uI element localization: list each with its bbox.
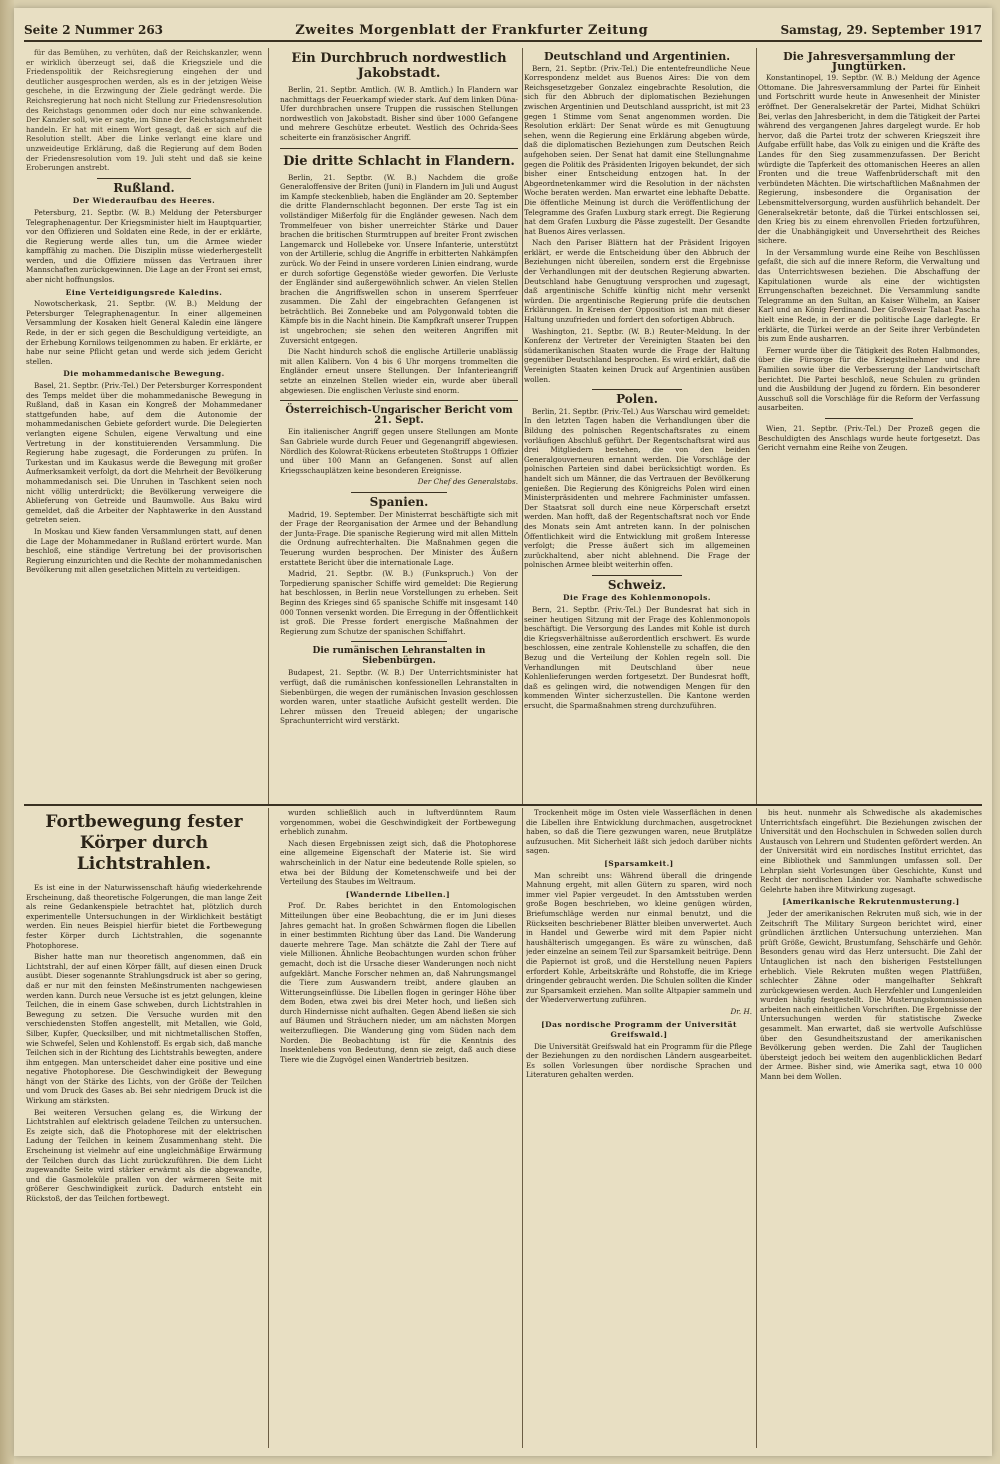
divider	[825, 418, 914, 419]
feuilleton-column-2	[280, 808, 516, 1448]
article-text: Trockenheit möge im Osten viele Wasserflächen in denen die Libellen ihre Entwicklung durchmachen, ausgetrocknet haben, so daß die Tiere gezwungen waren, neue Brutplätze aufzusuchen. Mit Sicherheit läßt sich jedoch darüber nichts sagen.	[526, 808, 752, 856]
newspaper-page	[14, 8, 992, 1456]
article-text: Man schreibt uns: Während überall die dringende Mahnung ergeht, mit allen Gütern zu sparen, wird noch immer viel Papier vergeudet. In den Amtsstuben werden große Bogen beschrieben, wo kleine genügen würden, Briefumschläge werden nur einmal benutzt, und die Rückseiten beschriebener Blätter bleiben unverwertet. Auch in Handel und Gewerbe wird mit dem Papier nicht haushälterisch umgegangen. Es wäre zu wünschen, daß jeder einzelne an seinem Teil zur Sparsamkeit beitrüge. Denn die Papiernot ist groß, und die Herstellung neuen Papiers erfordert Kohle, Arbeitskräfte und Rohstoffe, die im Kriege dringender gebraucht werden. Die Schulen sollten die Kinder zur Sparsamkeit erziehen. Man sollte Altpapier sammeln und der Wiederverwertung zuführen.	[526, 870, 752, 1005]
upper-columns	[24, 48, 982, 804]
divider	[280, 148, 518, 149]
article-text: Konstantinopel, 19. Septbr. (W. B.) Meldung der Agence Ottomane. Die Jahresversammlung der Partei für Einheit und Fortschritt wurde heute in Anwesenheit der Minister eröffnet. Der Generalsekretär der Partei, Midhat Schükri Bei, verlas den Jahresbericht, in dem die Tätigkeit der Partei während des vergangenen Jahres dargelegt wurde. Er hob hervor, daß die Partei trotz der schweren Kriegszeit ihre Aufgabe erfüllt habe, das Volk zu einigen und die Kräfte des Landes für den Sieg zusammenzufassen. Der Bericht würdigte die Tapferkeit des ottomanischen Heeres an allen Fronten und die treue Waffenbrüderschaft mit den verbündeten Mächten. Die wirtschaftlichen Maßnahmen der Regierung, insbesondere die Organisation der Lebensmittelversorgung, wurden ausführlich behandelt. Der Generalsekretär betonte, daß die Türkei entschlossen sei, den Krieg bis zu einem ehrenvollen Frieden fortzuführen, der die Unabhängigkeit und Unversehrtheit des Reiches sichere.	[758, 73, 980, 246]
article-text: Berlin, 21. Septbr. (Priv.-Tel.) Aus Warschau wird gemeldet: In den letzten Tagen haben die Verhandlungen über die Bildung des polnischen Regentschaftsrates zu einem vorläufigen Abschluß geführt. Der Regentschaftsrat wird aus drei Mitgliedern bestehen, die von den beiden Generalgouverneuren ernannt werden. Die Vorschläge der polnischen Parteien sind dabei berücksichtigt worden. Es handelt sich um Männer, die das Vertrauen der Bevölkerung genießen. Die Regierung des Königreichs Polen wird einen Ministerpräsidenten und mehrere Fachminister umfassen. Der Staatsrat soll durch eine neue Körperschaft ersetzt werden. Man hofft, daß der Regentschaftsrat noch vor Ende des Monats sein Amt antreten kann. In der polnischen Öffentlichkeit wird die Entwicklung mit großem Interesse verfolgt; die Presse äußert sich im allgemeinen zurückhaltend, aber nicht ablehnend. Die Frage der polnischen Armee bleibt weiterhin offen.	[524, 406, 750, 570]
column-2	[280, 48, 518, 804]
headline-flanders: Die dritte Schlacht in Flandern.	[283, 153, 515, 169]
feuilleton-title: Fortbewegung fester Körper durch Lichtstrahlen.	[45, 812, 243, 874]
headline-austria-report: Österreichisch-Ungarischer Bericht vom 21. Sept.	[285, 405, 513, 426]
column-rule	[756, 808, 757, 1448]
article-text: Nach den Pariser Blättern hat der Präsident Irigoyen erklärt, er werde die Entscheidung über den Abbruch der Beziehungen nicht übereilen, sondern erst die Ergebnisse der Verhandlungen mit der deutschen Regierung abwarten. Deutschland habe Genugtuung versprochen und zugesagt, daß argentinische Schiffe künftig nicht mehr versenkt würden. Die argentinische Regierung prüfe die deutschen Erklärungen. In Kreisen der Opposition ist man mit dieser Haltung unzufrieden und fordert den sofortigen Abbruch.	[524, 238, 750, 325]
article-text: Berlin, 21. Septbr. Amtlich. (W. B. Amtlich.) In Flandern war nachmittags der Feuerkampf wieder stark. Auf dem linken Düna-Ufer durchbrachen unsere Truppen die russischen Stellungen nordwestlich von Jakobstadt. Bisher sind über 1000 Gefangene und mehrere Geschütze erbeutet. Westlich des Ochrida-Sees scheiterte ein französischer Angriff.	[280, 85, 518, 142]
article-text: In der Versammlung wurde eine Reihe von Beschlüssen gefaßt, die sich auf die innere Reform, die Verwaltung und das Unterrichtswesen beziehen. Die Abschaffung der Kapitulationen wurde als eine der wichtigsten Errungenschaften bezeichnet. Die Versammlung sandte Telegramme an den Sultan, an Kaiser Wilhelm, an Kaiser Karl und an König Ferdinand. Der Großwesir Talaat Pascha hielt eine Rede, in der er die politische Lage darlegte. Er erklärte, die Türkei werde an der Seite ihrer Verbündeten bis zum Ende ausharren.	[758, 247, 980, 344]
subheading: Eine Verteidigungsrede Kaledins.	[65, 287, 223, 297]
feuilleton-rule	[24, 804, 982, 806]
divider	[97, 178, 191, 179]
headline-argentina: Deutschland und Argentinien.	[543, 50, 731, 63]
article-text: Basel, 21. Septbr. (Priv.-Tel.) Der Petersburger Korrespondent des Temps meldet über die mohammedanische Bewegung in Rußland, daß in Kasan ein Kongreß der Mohammedaner stattgefunden habe, auf dem die Autonomie der mohammedanischen Gebiete gefordert wurde. Die Delegierten verlangten eigene Schulen, eigene Verwaltung und eine Vertretung in der konstituierenden Versammlung. Die Regierung habe zugesagt, die Forderungen zu prüfen. In Turkestan und im Kaukasus werde die Bewegung mit großer Aufmerksamkeit verfolgt, da dort die Mehrheit der Bevölkerung mohammedanisch sei. Die Unruhen in Taschkent seien noch nicht völlig unterdrückt; die Bevölkerung verweigere die Ablieferung von Getreide und Baumwolle. Aus Baku wird gemeldet, daß die Arbeiter der Naphtawerke in den Ausstand getreten seien.	[26, 381, 262, 525]
article-text: Budapest, 21. Septbr. (W. B.) Der Unterrichtsminister hat verfügt, daß die rumänischen konfessionellen Lehranstalten in Siebenbürgen, die wegen der rumänischen Invasion geschlossen worden waren, unter staatliche Aufsicht gestellt werden. Die Lehrer müssen den Treueid ablegen; der ungarische Sprachunterricht wird verstärkt.	[280, 668, 518, 726]
page-number: Seite 2 Nummer 263	[24, 23, 164, 37]
article-text: Bern, 21. Septbr. (Priv.-Tel.) Der Bundesrat hat sich in seiner heutigen Sitzung mit der Frage des Kohlenmonopols beschäftigt. Die Versorgung des Landes mit Kohle ist durch die Kriegsverhältnisse außerordentlich erschwert. Es wurde beschlossen, eine zentrale Kohlenstelle zu schaffen, die den Bezug und die Verteilung der Kohlen regeln soll. Die Verhandlungen mit Deutschland über neue Kohlenlieferungen werden fortgesetzt. Der Bundesrat hofft, daß es gelingen wird, die notwendigen Mengen für den kommenden Winter sicherzustellen. Die Kantone werden ersucht, die Sparmaßnahmen streng durchzuführen.	[524, 605, 750, 710]
article-text: Prof. Dr. Rabes berichtet in den Entomologischen Mitteilungen über eine Beobachtung, die er im Juni dieses Jahres gemacht hat. In großen Schwärmen flogen die Libellen in einer bestimmten Richtung über das Land. Die Wanderung dauerte mehrere Tage. Man schätzte die Zahl der Tiere auf viele Millionen. Ähnliche Beobachtungen wurden schon früher gemacht, doch ist die Ursache dieser Wanderungen noch nicht aufgeklärt. Manche Forscher nehmen an, daß Nahrungsmangel die Tiere zum Auswandern treibt, andere glauben an Witterungseinflüsse. Die Libellen flogen in geringer Höhe über dem Boden, etwa zwei bis drei Meter hoch, und ließen sich durch Hindernisse nicht aufhalten. Gegen Abend ließen sie sich auf Bäumen und Sträuchern nieder, um am nächsten Morgen weiterzufliegen. Die Wanderung ging vom Süden nach dem Norden. Die Beobachtung ist für die Kenntnis des Insektenlebens von Bedeutung, denn sie zeigt, daß auch diese Tiere wie die Zugvögel einen Wandertrieb besitzen.	[280, 901, 516, 1064]
subheading: Der Wiederaufbau des Heeres.	[72, 196, 216, 206]
article-text: In Moskau und Kiew fanden Versammlungen statt, auf denen die Lage der Mohammedaner in Rußland erörtert wurde. Man beschloß, eine ständige Vertretung bei der provisorischen Regierung einzurichten und die Rechte der mohammedanischen Bevölkerung mit allen gesetzlichen Mitteln zu verteidigen.	[26, 526, 262, 575]
issue-date: Samstag, 29. September 1917	[780, 23, 982, 37]
divider	[592, 575, 682, 576]
article-text: Nowotscherkask, 21. Septbr. (W. B.) Meldung der Petersburger Telegraphenagentur. In einer allgemeinen Versammlung der Kosaken hielt General Kaledin eine längere Rede, in der er sich gegen die Beschuldigung verteidigte, an der Erhebung Kornilows teilgenommen zu haben. Er erklärte, er habe nur seine Pflicht getan und werde sich jedem Gericht stellen.	[26, 299, 262, 366]
signature: Dr. H.	[730, 1006, 752, 1016]
column-rule	[268, 808, 269, 1448]
article-text: Wien, 21. Septbr. (Priv.-Tel.) Der Prozeß gegen die Beschuldigten des Anschlags wurde heute fortgesetzt. Das Gericht vernahm eine Reihe von Zeugen.	[758, 423, 980, 453]
article-text: wurden schließlich auch in luftverdünntem Raum vorgenommen, wobei die Geschwindigkeit der Fortbewegung erheblich zunahm.	[280, 808, 516, 837]
divider	[592, 389, 682, 390]
article-text: Madrid, 19. September. Der Ministerrat beschäftigte sich mit der Frage der Reorganisation der Armee und der Behandlung der Junta-Frage. Die spanische Regierung wird mit allen Mitteln die Ordnung aufrechterhalten. Die Maßnahmen gegen die Teuerung wurden besprochen. Der Minister des Äußern erstattete Bericht über die internationale Lage.	[280, 509, 518, 567]
article-text: Bern, 21. Septbr. (Priv.-Tel.) Die ententefreundliche Neue Korrespondenz meldet aus Buenos Aires: Die von dem Reichsgesetzgeber Gonzalez eingebrachte Resolution, die sich für den Abbruch der diplomatischen Beziehungen zwischen Argentinien und Deutschland ausspricht, ist mit 23 gegen 1 Stimme vom Senat angenommen worden. Die Resolution erklärt: Der Senat würde es mit Genugtuung sehen, wenn die Regierung eine Erklärung abgeben würde, daß die diplomatischen Beziehungen zum Deutschen Reich aufgehoben seien. Der Senat hat damit eine Stellungnahme gegen die Politik des Präsidenten Irigoyen bekundet, der sich bisher einer Entscheidung entzogen hat. In der Abgeordnetenkammer wird die Resolution in der nächsten Woche beraten werden. Man erwartet eine lebhafte Debatte. Die öffentliche Meinung ist durch die Veröffentlichung der Telegramme des Grafen Luxburg stark erregt. Die Regierung hat dem Grafen Luxburg die Pässe zugestellt. Der Gesandte hat Buenos Aires verlassen.	[524, 63, 750, 236]
article-text: Berlin, 21. Septbr. (W. B.) Nachdem die große Generaloffensive der Briten (Juni) in Flandern im Juli und August im Kampfe steckenblieb, haben die Engländer am 20. September die dritte Flandernschlacht begonnen. Der erste Tag ist ein vollständiger Mißerfolg für die Engländer gewesen. Nach dem Trommelfeuer von bisher unerreichter Stärke und Dauer brachen die britischen Sturmtruppen auf breiter Front zwischen Langemarck und Hollebeke vor. Unsere Infanterie, unterstützt von der Artillerie, schlug die Angriffe in erbitterten Nahkämpfen zurück. Wo der Feind in unsere vorderen Linien eindrang, wurde er durch sofortige Gegenstöße wieder geworfen. Die Verluste der Engländer sind außergewöhnlich schwer. An vielen Stellen brachen die Angriffswellen schon in unserem Sperrfeuer zusammen. Die Zahl der eingebrachten Gefangenen ist beträchtlich. Bei Zonnebeke und am Polygonwald tobten die Kämpfe bis in die Nacht hinein. Die Kampfkraft unserer Truppen ist ungebrochen; sie sehen den weiteren Angriffen mit Zuversicht entgegen.	[280, 172, 518, 345]
divider	[351, 492, 446, 493]
column-rule	[522, 808, 523, 1448]
article-text: bis heut. nunmehr als Schwedische als akademisches Unterrichtsfach eingeführt. Die Beziehungen zwischen der Universität und den Hochschulen in Schweden sollen durch Austausch von Lehrern und Studenten gefördert werden. An der Universität wird ein nordisches Institut errichtet, das eine Bibliothek und Sammlungen umfassen soll. Der Lehrplan sieht Vorlesungen über Geschichte, Kunst und Recht der nordischen Länder vor. Namhafte schwedische Gelehrte haben ihre Mitwirkung zugesagt.	[760, 808, 982, 894]
article-text: Madrid, 21. Septbr. (W. B.) (Funkspruch.) Von der Torpedierung spanischer Schiffe wird gemeldet: Die Regierung hat beschlossen, in Berlin neue Vorstellungen zu erheben. Seit Beginn des Krieges sind 65 spanische Schiffe mit insgesamt 140 000 Tonnen versenkt worden. Die Erregung in der Öffentlichkeit ist groß. Die Presse fordert energische Maßnahmen der Regierung zum Schutze der spanischen Schiffahrt.	[280, 569, 518, 636]
section-heading-poland: Polen.	[616, 392, 658, 407]
feuilleton-column-3	[526, 808, 752, 1448]
masthead	[24, 20, 982, 42]
article-text: Washington, 21. Septbr. (W. B.) Reuter-Meldung. In der Konferenz der Vertreter der Vereinigten Staaten bei den südamerikanischen Staaten wurde die Frage der Haltung gegenüber Deutschland besprochen. Es wird erklärt, daß die Vereinigten Staaten keinen Druck auf Argentinien ausüben wollen.	[524, 326, 750, 384]
feuilleton-column-1	[26, 808, 262, 1448]
column-1	[26, 48, 262, 804]
article-text: Die Universität Greifswald hat ein Programm für die Pflege der Beziehungen zu den nordischen Ländern ausgearbeitet. Es sollen Vorlesungen über nordische Sprachen und Literaturen gehalten werden.	[526, 1041, 752, 1080]
subheading: Die mohammedanische Bewegung.	[63, 369, 225, 379]
section-heading-russia: Rußland.	[113, 180, 175, 195]
article-text: Ferner wurde über die Tätigkeit des Roten Halbmondes, über die Fürsorge für die Kriegsteilnehmer und ihre Familien sowie über die Verbesserung der Landwirtschaft berichtet. Die Partei beschloß, neue Schulen zu gründen und die Ausbildung der Jugend zu fördern. Ein besonderer Ausschuß soll die Vorschläge für die Reform der Verfassung ausarbeiten.	[758, 345, 980, 413]
article-text: Bei weiteren Versuchen gelang es, die Wirkung der Lichtstrahlen auf elektrisch geladene Teilchen zu untersuchen. Es zeigte sich, daß die Photophorese mit der elektrischen Ladung der Teilchen in keinem Zusammenhang steht. Die Erscheinung ist vielmehr auf eine ungleichmäßige Erwärmung der Teilchen durch das Licht zurückzuführen. Die dem Licht zugewandte Seite wird stärker erwärmt als die abgewandte, und die Gasmoleküle prallen von der wärmeren Seite mit größerer Geschwindigkeit zurück. Dadurch entsteht ein Rückstoß, der das Teilchen fortbewegt.	[26, 1107, 262, 1203]
section-heading-switzerland: Schweiz.	[607, 577, 667, 592]
headline-jakobstadt: Ein Durchbruch nordwestlich Jakobstadt.	[291, 51, 507, 81]
article-text: Petersburg, 21. Septbr. (W. B.) Meldung der Petersburger Telegraphenagentur. Der Kriegsminister hielt im Hauptquartier, vor den Offizieren und Soldaten eine Rede, in der er erklärte, die Regierung werde alles tun, um die Armee wieder kampffähig zu machen. Die Disziplin müsse wiederhergestellt werden, und die Offiziere müssen das Vertrauen ihrer Mannschaften zurückgewinnen. Die Lage an der Front sei ernst, aber nicht hoffnungslos.	[26, 207, 262, 285]
article-text: Die Nacht hindurch schoß die englische Artillerie unablässig mit allen Kalibern. Von 4 bis 6 Uhr morgens trommelten die Engländer erneut unsere Stellungen. Der Infanterieangriff setzte an einzelnen Stellen wieder ein, wurde aber überall abgewiesen. Die englischen Verluste sind enorm.	[280, 347, 518, 395]
subheading: [Sparsamkeit.]	[604, 858, 674, 868]
page-binding	[0, 0, 14, 1464]
headline-young-turks: Die Jahresversammlung der Jungtürken.	[783, 50, 955, 73]
divider	[280, 400, 518, 401]
column-3	[524, 48, 750, 804]
article-text: Jeder der amerikanischen Rekruten muß sich, wie in der Zeitschrift The Military Surgeon berichtet wird, einer gründlichen ärztlichen Untersuchung unterziehen. Man prüft Größe, Gewicht, Brustumfang, Sehschärfe und Gehör. Besonders genau wird das Herz untersucht. Die Zahl der Untauglichen ist nach den bisherigen Feststellungen erheblich. Viele Rekruten mußten wegen Plattfüßen, schlechter Zähne oder mangelhafter Sehkraft zurückgewiesen werden. Auch Herzfehler und Lungenleiden wurden häufig festgestellt. Die Musterungskommissionen arbeiten nach einheitlichen Vorschriften. Die Ergebnisse der Untersuchungen werden für statistische Zwecke gesammelt. Man erwartet, daß sie wertvolle Aufschlüsse über den Gesundheitszustand der amerikanischen Bevölkerung geben werden. Die Zahl der Tauglichen übersteigt jedoch bei weitem den augenblicklichen Bedarf der Armee. Bisher sind, wie Amerika sagt, etwa 10 000 Mann bei dem Wollen.	[760, 908, 982, 1082]
article-text: Nach diesen Ergebnissen zeigt sich, daß die Photophorese eine allgemeine Eigenschaft der Materie ist. Sie wird wahrscheinlich in der Natur eine bedeutende Rolle spielen, so etwa bei der Bildung der Kometenschweife und bei der Verteilung des Staubes im Weltraum.	[280, 838, 516, 887]
column-4	[758, 48, 980, 804]
article-text: Es ist eine in der Naturwissenschaft häufig wiederkehrende Erscheinung, daß theoretische Folgerungen, die man lange Zeit als reine Gedankenspiele betrachtet hat, plötzlich durch experimentelle Untersuchungen in der Wirklichkeit bestätigt werden. Ein neues Beispiel hierfür bietet die Fortbewegung fester Körper durch Lichtstrahlen, die sogenannte Photophorese.	[26, 883, 262, 950]
headline-romanian-schools: Die rumänischen Lehranstalten in Siebenbürgen.	[312, 646, 486, 666]
subheading: [Amerikanische Rekrutenmusterung.]	[782, 897, 960, 907]
section-heading-spain: Spanien.	[369, 494, 429, 509]
feuilleton-column-4	[760, 808, 982, 1448]
article-text: Bisher hatte man nur theoretisch angenommen, daß ein Lichtstrahl, der auf einen Körper fällt, auf diesen einen Druck ausübt. Dieser sogenannte Strahlungsdruck ist aber so gering, daß er nur mit den feinsten Meßinstrumenten nachgewiesen werden kann. Durch neue Versuche ist es jetzt gelungen, kleine Teilchen, die in einem Gase schweben, durch Lichtstrahlen in Bewegung zu setzen. Die Versuche wurden mit den verschiedensten Stoffen angestellt, mit Metallen, wie Gold, Silber, Kupfer, Quecksilber, und mit nichtmetallischen Stoffen, wie Schwefel, Selen und Kohlenstoff. Es ergab sich, daß manche Teilchen sich in der Richtung des Lichtstrahls bewegten, andere ihm entgegen. Man unterscheidet daher eine positive und eine negative Photophorese. Die Geschwindigkeit der Bewegung hängt von der Stärke des Lichts, von der Größe der Teilchen und vom Druck des Gases ab. Bei sehr niedrigem Druck ist die Wirkung am stärksten.	[26, 952, 262, 1106]
subheading: Die Frage des Kohlenmonopols.	[563, 593, 711, 603]
subheading: [Wandernde Libellen.]	[345, 889, 451, 899]
subheading: [Das nordische Programm der Universität Greifswald.]	[541, 1020, 737, 1040]
signature: Der Chef des Generalstabs.	[417, 477, 518, 487]
divider	[351, 641, 446, 642]
newspaper-title: Zweites Morgenblatt der Frankfurter Zeitung	[295, 22, 649, 38]
article-text: Ein italienischer Angriff gegen unsere Stellungen am Monte San Gabriele wurde durch Feuer und Gegenangriff abgewiesen. Nördlich des Kolowrat-Rückens erbeuteten Stoßtrupps 1 Offizier und über 100 Mann an Gefangenen. Sonst auf allen Kriegsschauplätzen keine besonderen Ereignisse.	[280, 427, 518, 475]
article-text: für das Bemühen, zu verhüten, daß der Reichskanzler, wenn er wirklich überzeugt sei, daß die Kriegsziele und die Friedenspolitik der Reichsregierung eingehen der und deutlicher ausgesprochen werden, als es in der jetzigen Weise geschehe, in die Erzwingung der Ziele gedrängt werde. Die Reichsregierung hat noch nicht Stellung zur Friedensresolution des Reichstags genommen oder doch nur eine schwankende. Der Kanzler soll, wie er sagte, im Sinne der Reichstagsmehrheit handeln. Er hat mit einem Wort gesagt, daß er sich auf die Resolution stellt. Aber die Linke verlangt eine klare und unzweideutige Erklärung, daß die Regierung auf dem Boden der Friedensresolution vom 19. Juli steht und daß sie keine Eroberungen anstrebt.	[26, 48, 262, 173]
